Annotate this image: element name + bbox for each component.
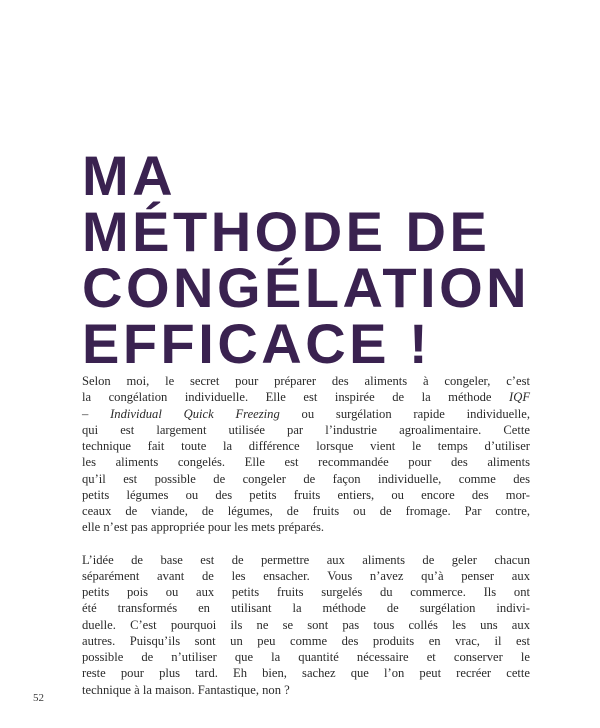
italic-term: IQF	[509, 390, 531, 405]
body-text	[82, 373, 530, 698]
text-line: autres. Puisqu’ils sont un peu comme des produits en vrac, il est	[82, 633, 530, 648]
italic-term: – Individual Quick Freezing	[82, 406, 280, 421]
text-line: qui est largement utilisée par l’industrie agroalimentaire. Cette	[82, 422, 530, 437]
text-line: Selon moi, le secret pour préparer des aliments à congeler, c’est	[82, 374, 530, 388]
paragraph-1	[82, 373, 530, 536]
text-line	[82, 389, 530, 405]
chapter-title	[82, 144, 531, 375]
title-line: EFFICACE !	[82, 312, 432, 375]
text-line	[82, 406, 530, 422]
text-line: séparément avant de les ensacher. Vous n’avez qu’à penser aux	[82, 568, 530, 583]
text-line: petits pois ou aux petits fruits surgelés du commerce. Ils ont	[82, 585, 530, 599]
text-line: possible de n’utiliser que la quantité nécessaire et conserver le	[82, 650, 530, 664]
text-line: été transformés en utilisant la méthode de surgélation indivi-	[82, 601, 530, 616]
text-line: technique à la maison. Fantastique, non ?	[82, 682, 290, 697]
text-line: ceaux de viande, de légumes, de fruits ou de fromage. Par contre,	[82, 504, 530, 518]
text-line: L’idée de base est de permettre aux aliments de geler chacun	[82, 552, 530, 567]
text-line: technique fait toute la différence lorsque vient le temps d’utiliser	[82, 439, 530, 453]
text-line: reste pour plus tard. Eh bien, sachez que l’on peut recréer cette	[82, 666, 530, 681]
paragraph-2	[82, 552, 530, 698]
text-line: duelle. C’est pourquoi ils ne se sont pas tous collés les uns aux	[82, 617, 530, 632]
text-line: qu’il est possible de congeler de façon individuelle, comme des	[82, 471, 530, 486]
text-line: elle n’est pas appropriée pour les mets préparés.	[82, 520, 324, 535]
page-number: 52	[33, 692, 44, 704]
title-line: CONGÉLATION	[82, 256, 531, 319]
title-line: MA	[82, 144, 177, 207]
text-segment: la congélation individuelle. Elle est inspirée de la méthode	[82, 390, 492, 405]
title-line: MÉTHODE DE	[82, 200, 491, 263]
text-line: les aliments congelés. Elle est recommandée pour des aliments	[82, 455, 530, 470]
text-line: petits légumes ou des petits fruits entiers, ou encore des mor-	[82, 487, 530, 502]
text-segment: ou surgélation rapide individuelle,	[301, 406, 530, 421]
